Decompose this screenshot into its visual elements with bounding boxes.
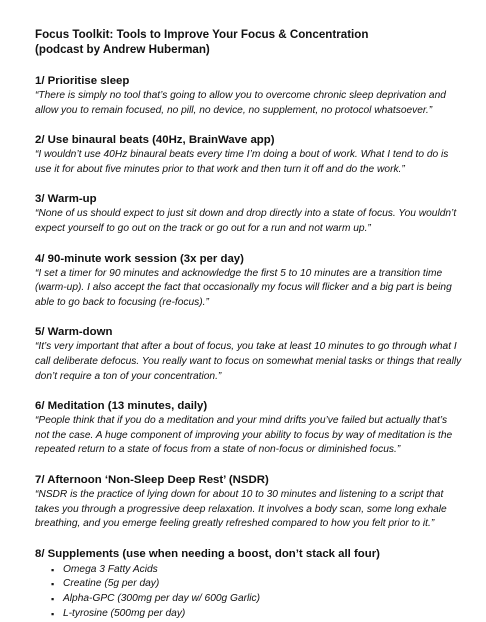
section-quote: “There is simply no tool that’s going to allow you to overcome chronic sleep deprivation and allow you to remain focused, no pill, no device, no supplement, no protocol whatsoever.” [35, 90, 446, 116]
section-heading: 7/ Afternoon ‘Non-Sleep Deep Rest’ (NSDR) [35, 473, 269, 486]
list-item [51, 577, 464, 592]
section-quote: “It’s very important that after a bout of focus, you take at least 10 minutes to go through what I call deliberate defocus. You really want to focus on somewhat menial tasks or things that really don’t require a ton of your concentration.” [35, 341, 462, 382]
section-quote: “I set a timer for 90 minutes and acknowledge the first 5 to 10 minutes are a transition time (warm-up). I also accept the fact that occasionally my focus will flicker and a big part is being able to go back to focusing (re-focus).” [35, 267, 452, 308]
list-item-text: L-tyrosine (500mg per day) [63, 608, 186, 620]
list-item-text: Creatine (5g per day) [63, 578, 160, 590]
section-quote: “I wouldn’t use 40Hz binaural beats every time I’m doing a bout of work. What I tend to do is use it for about five minutes prior to that work and then turn it off and do the work.” [35, 149, 449, 175]
section-nsdr [35, 473, 464, 532]
section-heading: 5/ Warm-down [35, 326, 113, 339]
section-heading: 2/ Use binaural beats (40Hz, BrainWave app) [35, 134, 275, 147]
section-quote: “None of us should expect to just sit down and drop directly into a state of focus. You wouldn’t expect yourself to go out on the track or go out for a run and not warm up.” [35, 208, 457, 234]
section-quote: “People think that if you do a meditation and your mind drifts you’ve failed but actually that’s not the case. A huge component of improving your ability to focus by way of meditation is the repeated return to a state of focus from a state of non-focus or diminished focus.” [35, 415, 453, 456]
section-heading: 6/ Meditation (13 minutes, daily) [35, 400, 208, 413]
section-warm-down [35, 325, 464, 384]
list-item [51, 563, 464, 578]
document-title-line-2: (podcast by Andrew Huberman) [35, 43, 210, 56]
square-bullet-icon: ▪ [51, 609, 55, 620]
section-prioritise-sleep [35, 74, 464, 118]
section-work-session [35, 252, 464, 311]
section-quote: “NSDR is the practice of lying down for about 10 to 30 minutes and listening to a script that takes you through a progressive deep relaxation. It involves a body scan, some long exhale breathing, and you emerge feeling greatly refreshed compared to how you felt prior to it.” [35, 488, 447, 530]
square-bullet-icon: ▪ [51, 564, 55, 575]
list-item [51, 607, 464, 622]
square-bullet-icon: ▪ [51, 594, 55, 605]
section-warm-up [35, 192, 464, 236]
supplements-list [35, 563, 464, 622]
section-heading: 1/ Prioritise sleep [35, 75, 130, 87]
section-meditation [35, 399, 464, 458]
section-heading: 3/ Warm-up [35, 193, 97, 206]
list-item-text: Alpha-GPC (300mg per day w/ 600g Garlic) [63, 593, 261, 605]
section-binaural-beats [35, 133, 464, 177]
square-bullet-icon: ▪ [51, 579, 55, 590]
section-supplements [35, 547, 464, 622]
document-title-line-1: Focus Toolkit: Tools to Improve Your Focus & Concentration [35, 28, 369, 41]
section-heading: 8/ Supplements (use when needing a boost, don’t stack all four) [35, 547, 380, 560]
list-item-text: Omega 3 Fatty Acids [63, 563, 158, 575]
section-heading: 4/ 90-minute work session (3x per day) [35, 252, 244, 265]
